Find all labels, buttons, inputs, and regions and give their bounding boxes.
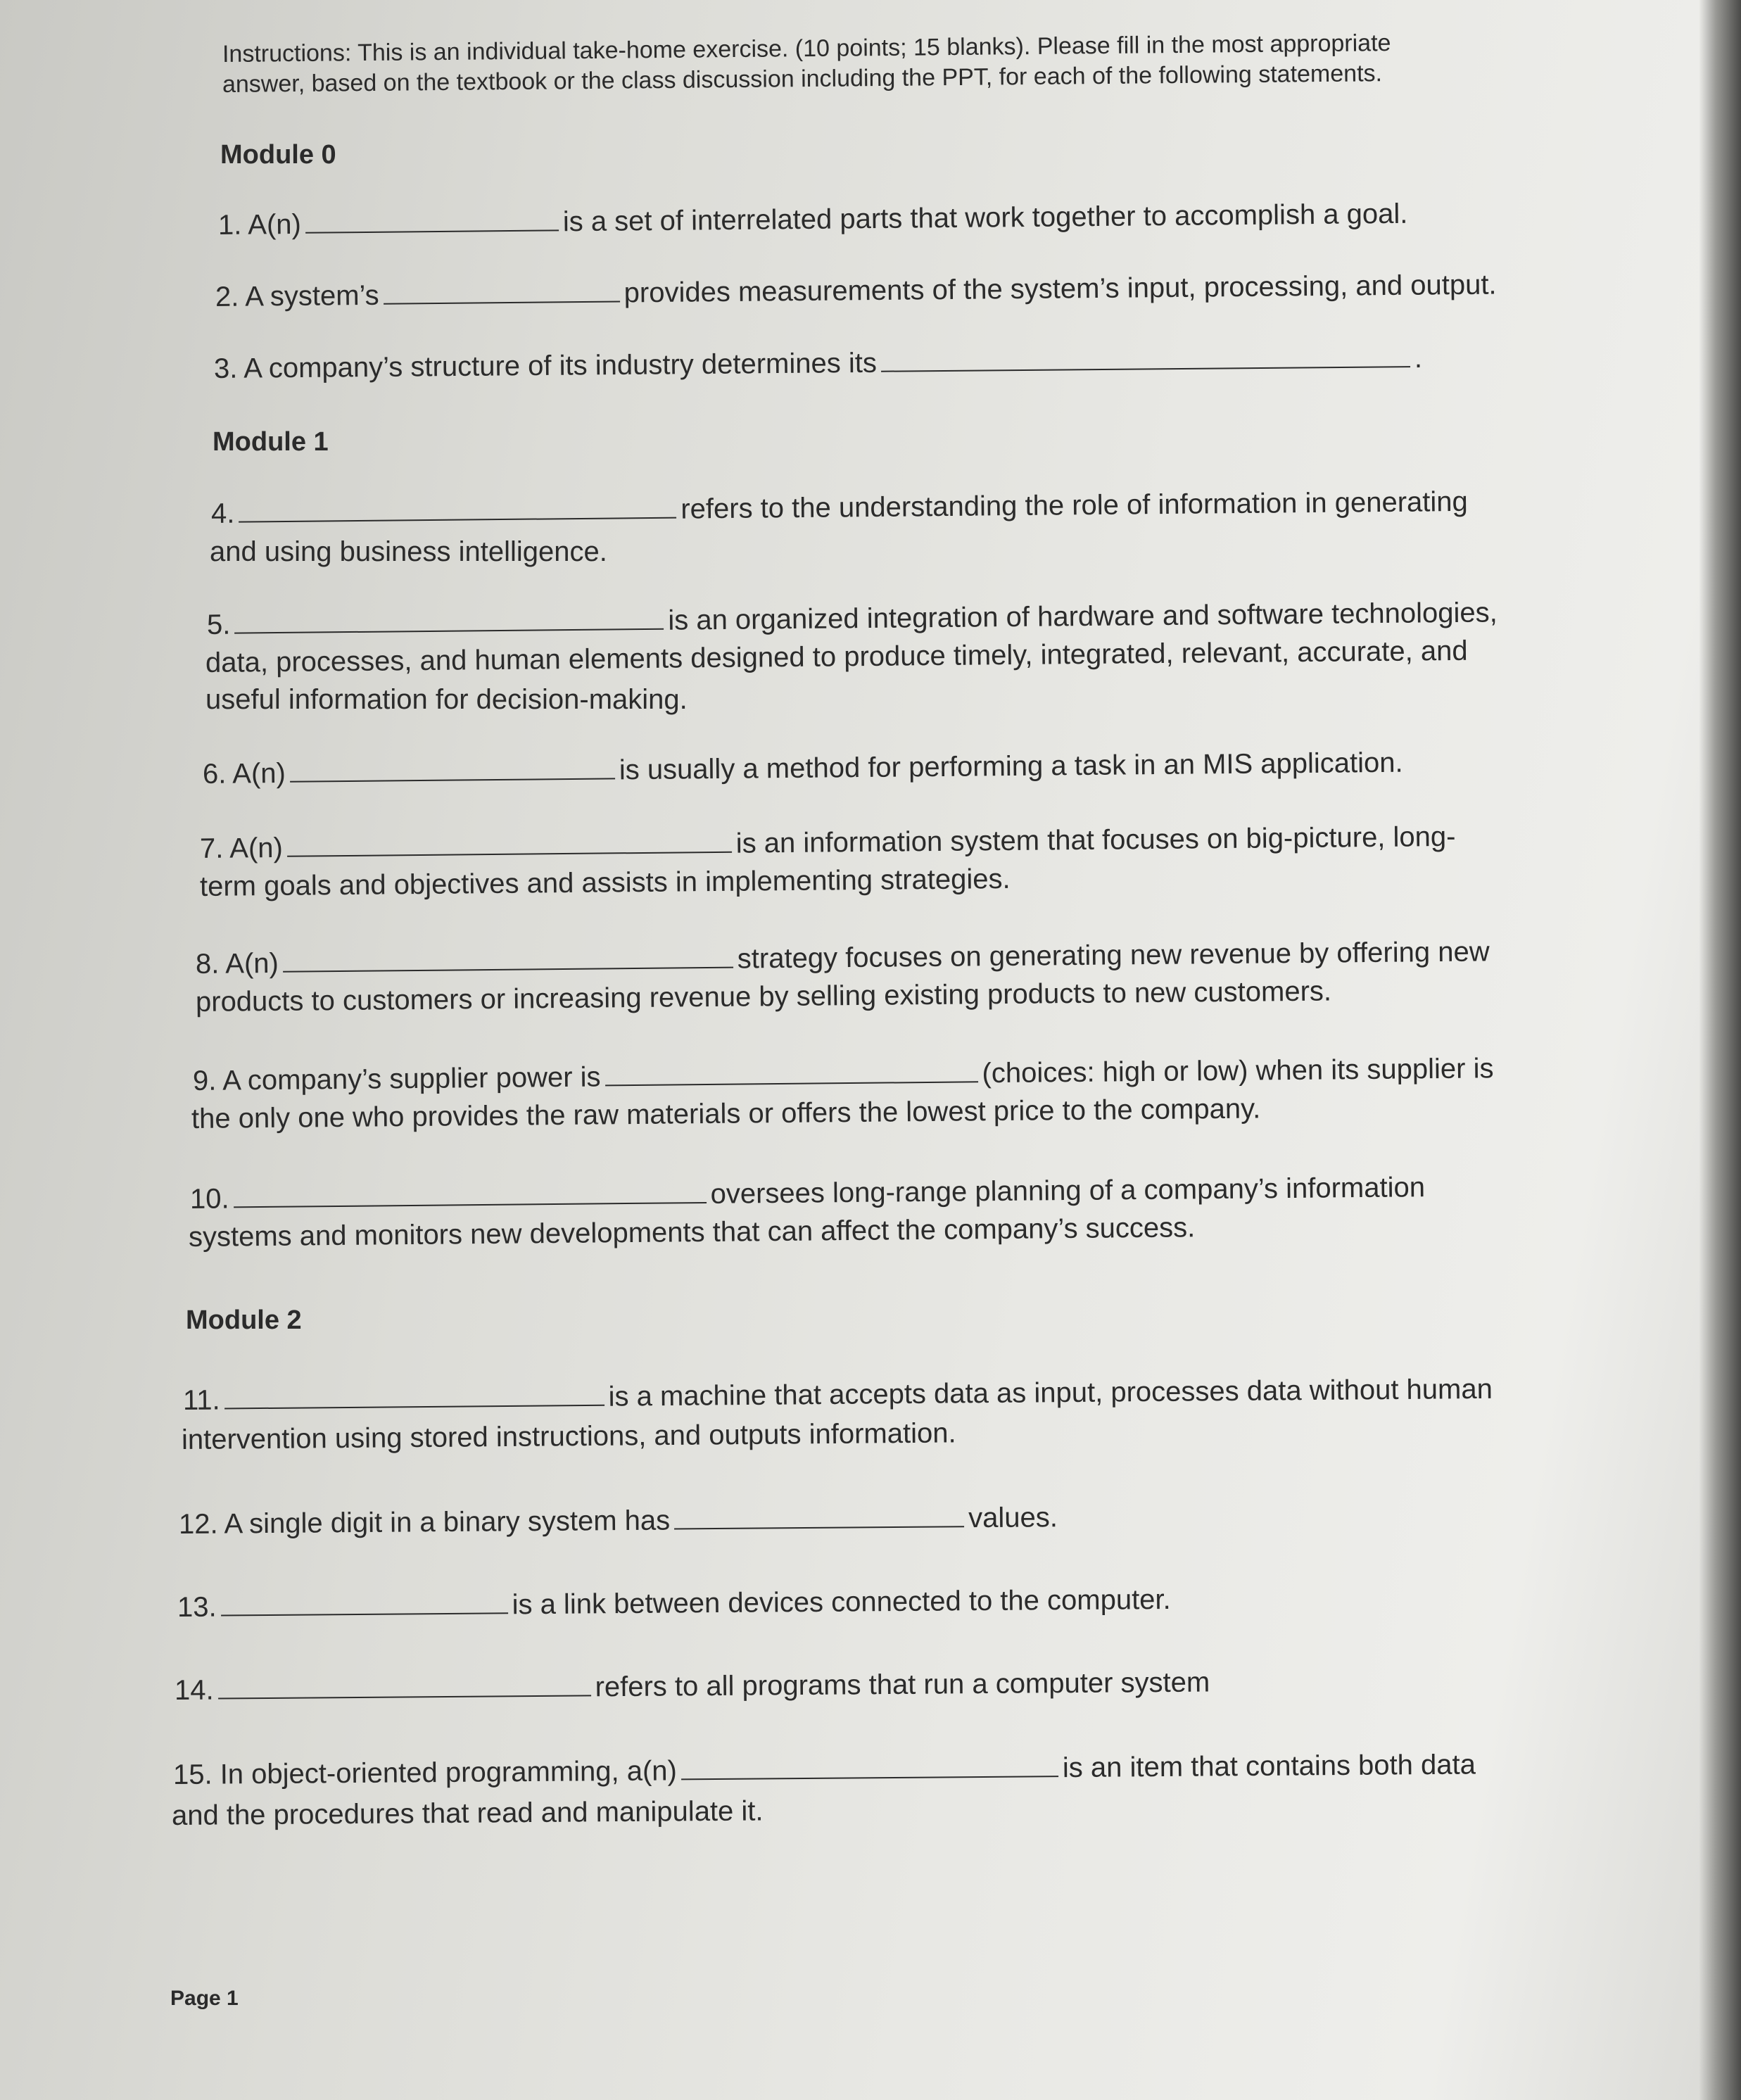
question-5-suffix: is an organized integration of hardware and software technologies, (668, 597, 1498, 636)
question-6-suffix: is usually a method for performing a task in an MIS application. (619, 747, 1403, 786)
module-0-heading: Module 0 (220, 140, 336, 170)
question-1-prefix: 1. A(n) (217, 208, 302, 241)
question-14 (175, 1665, 1210, 1707)
question-15 (173, 1747, 1476, 1792)
question-13-blank[interactable] (220, 1591, 507, 1616)
question-7 (200, 820, 1456, 866)
question-10-blank[interactable] (233, 1181, 706, 1208)
question-12-blank[interactable] (674, 1505, 964, 1529)
question-8-prefix: 8. A(n) (195, 947, 279, 980)
question-3-suffix: . (1414, 343, 1423, 374)
question-9-prefix: 9. A company’s supplier power is (192, 1061, 601, 1096)
question-14-suffix: refers to all programs that run a computer system (595, 1666, 1210, 1703)
question-12-prefix: 12. A single digit in a binary system has (178, 1505, 671, 1540)
question-6-blank[interactable] (290, 757, 615, 782)
question-8-continued: products to customers or increasing revenue by selling existing products to new customers. (195, 975, 1332, 1018)
question-9 (193, 1051, 1494, 1098)
question-11-prefix: 11. (182, 1384, 220, 1416)
instructions-line-1: Instructions: This is an individual take-home exercise. (10 points; 15 blanks). Please fill in the most appropriate (222, 30, 1391, 68)
question-7-continued: term goals and objectives and assists in implementing strategies. (199, 863, 1011, 902)
question-3-blank[interactable] (881, 345, 1410, 372)
question-7-blank[interactable] (287, 830, 732, 857)
question-15-blank[interactable] (681, 1754, 1058, 1780)
question-2-prefix: 2. A system’s (215, 279, 379, 312)
question-10 (190, 1170, 1425, 1216)
question-13 (177, 1583, 1171, 1624)
question-1-suffix: is a set of interrelated parts that work together to accomplish a goal. (562, 198, 1408, 238)
question-10-continued: systems and monitors new developments that can affect the company’s success. (188, 1212, 1196, 1253)
question-6 (203, 746, 1403, 791)
module-1-heading: Module 1 (213, 427, 329, 457)
page-number: Page 1 (170, 1987, 239, 2010)
question-9-suffix: (choices: high or low) when its supplier is (982, 1053, 1494, 1089)
question-1-blank[interactable] (305, 208, 559, 233)
question-10-prefix: 10. (189, 1183, 229, 1215)
module-2-heading: Module 2 (186, 1305, 302, 1335)
question-6-prefix: 6. A(n) (202, 757, 286, 790)
question-12 (179, 1500, 1058, 1541)
paper-shadow-edge (1699, 0, 1741, 2100)
question-5-prefix: 5. (206, 609, 231, 640)
question-13-prefix: 13. (177, 1591, 217, 1623)
question-15-continued: and the procedures that read and manipulate it. (171, 1795, 764, 1831)
question-8-suffix: strategy focuses on generating new revenue by offering new (737, 936, 1490, 975)
question-11-blank[interactable] (224, 1384, 604, 1410)
question-7-prefix: 7. A(n) (199, 832, 284, 864)
question-15-suffix: is an item that contains both data (1062, 1749, 1476, 1784)
question-4-continued: and using business intelligence. (210, 536, 607, 567)
question-15-prefix: 15. In object-oriented programming, a(n) (172, 1755, 678, 1790)
question-5-blank[interactable] (234, 607, 664, 634)
question-12-suffix: values. (968, 1502, 1058, 1534)
question-3-prefix: 3. A company’s structure of its industry determines its (213, 347, 878, 384)
question-13-suffix: is a link between devices connected to the computer. (512, 1583, 1171, 1621)
question-3 (214, 341, 1422, 386)
question-14-blank[interactable] (217, 1674, 590, 1699)
question-5-continued-2: useful information for decision-making. (205, 684, 688, 715)
question-1 (218, 197, 1408, 242)
question-4 (211, 485, 1468, 531)
question-11-suffix: is a machine that accepts data as input, processes data without human (608, 1373, 1493, 1412)
question-14-prefix: 14. (174, 1674, 214, 1706)
question-9-blank[interactable] (604, 1060, 977, 1086)
question-4-blank[interactable] (239, 496, 676, 523)
question-5-continued-1: data, processes, and human elements designed to produce timely, integrated, relevant, accurate, and (205, 635, 1468, 678)
question-4-suffix: refers to the understanding the role of information in generating (680, 486, 1468, 525)
instructions-line-2: answer, based on the textbook or the class discussion including the PPT, for each of the following statements. (222, 60, 1383, 98)
question-8-blank[interactable] (283, 946, 733, 973)
question-2 (215, 268, 1497, 314)
question-9-continued: the only one who provides the raw materials or offers the lowest price to the company. (191, 1093, 1261, 1134)
question-2-suffix: provides measurements of the system’s input, processing, and output. (623, 269, 1497, 309)
question-7-suffix: is an information system that focuses on big-picture, long- (735, 821, 1456, 859)
question-4-prefix: 4. (210, 498, 235, 529)
question-11 (183, 1372, 1493, 1417)
question-10-suffix: oversees long-range planning of a company’s information (710, 1172, 1426, 1210)
question-2-blank[interactable] (384, 279, 620, 304)
question-11-continued: intervention using stored instructions, and outputs information. (181, 1417, 956, 1455)
